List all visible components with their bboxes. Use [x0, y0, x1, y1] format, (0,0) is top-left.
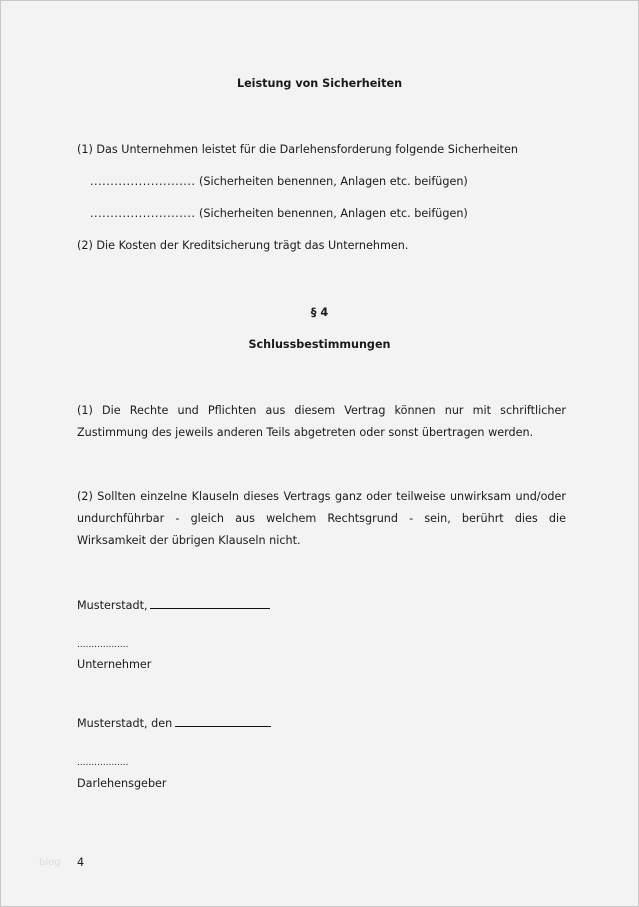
- paragraph-number: § 4: [310, 306, 329, 319]
- watermark: blog: [39, 857, 61, 868]
- text-line: Wirksamkeit der übrigen Klauseln nicht.: [77, 534, 301, 547]
- place-label: Musterstadt,: [77, 599, 148, 612]
- clause-2: (2) Die Kosten der Kreditsicherung trägt das Unternehmen.: [77, 239, 409, 252]
- security-item: [90, 207, 468, 221]
- section-title: Leistung von Sicherheiten: [236, 77, 403, 90]
- paragraph-title: Schlussbestimmungen: [248, 338, 391, 351]
- signature-dots: ..................: [77, 640, 129, 650]
- security-item: [90, 175, 468, 189]
- final-clause-1: [77, 400, 566, 444]
- signature-role-1: Unternehmer: [77, 658, 152, 671]
- text-line: (1) Die Rechte und Pflichten aus diesem Vertrag können nur mit schriftlicher: [77, 404, 566, 417]
- security-item-text: (Sicherheiten benennen, Anlagen etc. beifügen): [199, 175, 468, 188]
- fill-dots: ..........................: [90, 175, 196, 188]
- final-clause-2: [77, 486, 566, 552]
- text-line: Zustimmung des jeweils anderen Teils abgetreten oder sonst übertragen werden.: [77, 426, 534, 439]
- text-line: undurchführbar - gleich aus welchem Rechtsgrund - sein, berührt dies die: [77, 512, 566, 525]
- fill-dots: ..........................: [90, 207, 196, 220]
- place-label: Musterstadt, den: [77, 717, 173, 730]
- date-line: [150, 598, 270, 609]
- page-number: 4: [77, 856, 85, 869]
- text-line: (2) Sollten einzelne Klauseln dieses Vertrags ganz oder teilweise unwirksam und/oder: [77, 490, 566, 503]
- signature-role-2: Darlehensgeber: [77, 777, 167, 790]
- signature-place-2: [77, 716, 271, 731]
- clause-1: (1) Das Unternehmen leistet für die Darlehensforderung folgende Sicherheiten: [77, 143, 518, 156]
- date-line: [175, 716, 271, 727]
- security-item-text: (Sicherheiten benennen, Anlagen etc. beifügen): [199, 207, 468, 220]
- signature-place-1: [77, 598, 270, 613]
- signature-dots: ..................: [77, 758, 129, 768]
